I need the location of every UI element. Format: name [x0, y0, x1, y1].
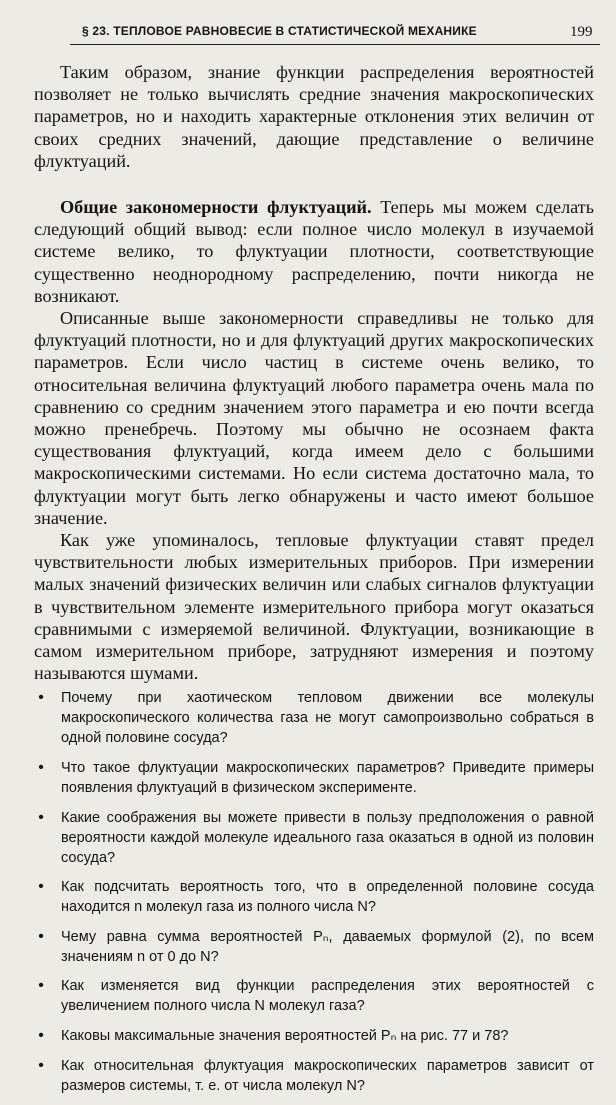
section-paragraph — [34, 196, 594, 307]
question-item — [34, 688, 594, 748]
bullet-icon: • — [38, 977, 44, 995]
question-text: Как относительная флуктуация макроскопических параметров зависит от размеров системы, т. е. от числа молекул N? — [61, 1057, 594, 1094]
bullet-icon: • — [38, 927, 44, 945]
question-text: Какие соображения вы можете привести в пользу предположения о равной вероятности каждой молекуле идеального газа оказаться в одной из половин сосуда? — [61, 809, 594, 866]
bullet-icon: • — [38, 1027, 44, 1045]
question-text: Каковы максимальные значения вероятностей Pₙ на рис. 77 и 78? — [61, 1028, 509, 1045]
section-title: § 23. ТЕПЛОВОЕ РАВНОВЕСИЕ В СТАТИСТИЧЕСКОЙ МЕХАНИКЕ — [82, 24, 477, 38]
question-item — [34, 1026, 594, 1046]
bullet-icon: • — [38, 759, 44, 777]
bullet-icon: • — [38, 808, 44, 826]
section-heading: Общие закономерности флуктуаций. — [60, 197, 372, 218]
question-text: Как изменяется вид функции распределения этих вероятностей с увеличением полного числа N молекул газа? — [61, 978, 594, 1015]
page-number: 199 — [570, 24, 593, 40]
question-text: Как подсчитать вероятность того, что в определенной половине сосуда находится n молекул газа из полного числа N? — [61, 879, 594, 916]
question-item — [34, 808, 594, 868]
question-item — [34, 1056, 594, 1096]
bullet-icon: • — [38, 1056, 44, 1074]
bullet-icon: • — [38, 689, 44, 707]
running-header — [0, 14, 616, 44]
question-item — [34, 976, 594, 1016]
review-questions — [34, 688, 594, 1095]
header-rule — [70, 44, 600, 45]
question-text: Чему равна сумма вероятностей Pₙ, даваемых формулой (2), по всем значениям n от 0 до N? — [61, 928, 594, 965]
intro-paragraph: Таким образом, знание функции распределения вероятностей позволяет не только вычислять средние значения макроскопических параметров, но и находить характерные отклонения этих величин от своих средних значений, дающие представление о величине флуктуаций. — [34, 62, 594, 171]
question-text: Почему при хаотическом тепловом движении все молекулы макроскопического количества газа не могут самопроизвольно собраться в одной половине сосуда? — [61, 690, 594, 747]
question-item — [34, 927, 594, 967]
page-body — [34, 61, 594, 1105]
question-item — [34, 877, 594, 917]
section-paragraph-text: Теперь мы можем сделать следующий общий вывод: если полное число молекул в изучаемой системе велико, то флуктуации плотности, соответствующие существенно неоднородному распределению, почти никогда не возникают. — [34, 197, 594, 306]
question-item — [34, 758, 594, 798]
bullet-icon: • — [38, 878, 44, 896]
question-text: Что такое флуктуации макроскопических параметров? Приведите примеры появления флуктуаций в физическом эксперименте. — [61, 760, 594, 797]
paragraph-3: Как уже упоминалось, тепловые флуктуации ставят предел чувствительности любых измерительных приборов. При измерении малых значений физических величин или слабых сигналов флуктуации в чувствительном элементе измерительного прибора могут оказаться сравнимыми с измеряемой величиной. Флуктуации, возникающие в самом измерительном приборе, затрудняют измерения и поэтому называются шумами. — [34, 530, 594, 684]
paragraph-2: Описанные выше закономерности справедливы не только для флуктуаций плотности, но и для флуктуаций других макроскопических параметров. Если число частиц в системе очень велико, то относительная величина флуктуаций любого параметра очень мала по сравнению со средним значением этого параметра и ею почти всегда можно пренебречь. Поэтому мы обычно не осознаем факта существования флуктуаций, когда имеем дело с большими макроскопическими системами. Но если система достаточно мала, то флуктуации могут быть легко обнаружены и часто имеют большое значение. — [34, 308, 594, 528]
